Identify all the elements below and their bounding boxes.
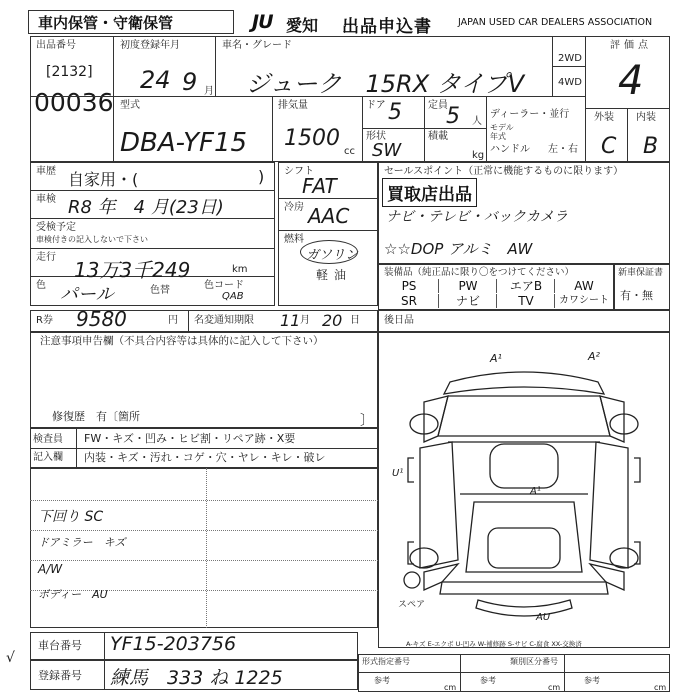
lot-label: 出品番号	[36, 40, 76, 51]
sales-point-line2: ☆☆DOP アルミ AW	[384, 240, 533, 258]
ref-label-2: 参考	[480, 676, 496, 685]
equipment-item: TV	[496, 294, 555, 308]
shaken-value: R8 年 4 月(23日)	[68, 197, 224, 218]
reg-year: 24	[140, 66, 171, 94]
doors-label: ドア	[366, 100, 386, 111]
ref-label-1: 参考	[374, 676, 390, 685]
spare-label: スペア	[398, 600, 426, 610]
auction-sheet: 車内保管・守衛保管 JU 愛知 出品申込書 JAPAN USED CAR DEALERS ASSOCIATION 出品番号 [2132] 00036 初度登録年月 24 9 月 車名・グレード ジューク 15RX タイプV 2WD 4WD 評価点 4 外装 内装 C B 型式 DBA-YF15 排気量 1500 cc ドア 5 定員 5 人 形状 SW 積載 kg ディーラー・並行 モデル 年式 ハンドル 左・右 車歴 自家用・( ) 車検 R8 年 4 月(23日) 受検予定 車検付きの記入しないで下さい 走行 13万3千249 km 色 パール 色替 色コード QAB シフト FAT 冷房 AAC 燃料 ガソリン 軽油 セールスポイント（正常に機能するものに限ります） 買取店出品 ナビ・テレビ・バックカメラ ☆☆DOP アルミ AW 装備品（純正品に限り〇をつけてください） PS PW エアB AW SR ナビ TV カワシート 新車保証書 有・無 R券 9580 円 名変通知期限 11 月 20 日 後日品 注意事項申告欄（不具合内容等は具体的に記入して下さい） 修復歴 有〔箇所 〕 検査員 記入欄 FW・キズ・凹み・ヒビ割・リペア跡・X要 内装・キズ・汚れ・コゲ・穴・ヤレ・キレ・破レ 下回り SC ドアミラー キズ A/W ボディー AU A¹ A² U¹ A¹ AU スペア A-キズ E-エクボ U-凹み W-補修跡 S-サビ C-腐食 XX-交換済 車台番号 YF15-203756 登録番号 練馬 333 ね 1225 √ 形式指定番号 類別区分番号 参考 参考 参考 cm cm cm	[0, 0, 700, 700]
inspection-row2: 内装・キズ・汚れ・コゲ・穴・ヤレ・キレ・破レ	[84, 451, 326, 464]
equipment-item: エアB	[496, 279, 555, 293]
fuel-label: 燃料	[284, 234, 304, 245]
reg-month: 9	[182, 68, 198, 96]
mileage-value: 13万3千249	[74, 258, 191, 282]
displacement-value: 1500	[284, 126, 340, 151]
diagram-mark-au: AU	[536, 612, 551, 623]
shift-value: FAT	[302, 174, 337, 198]
drive-2wd: 2WD	[558, 53, 582, 64]
sales-point-line1: ナビ・テレビ・バックカメラ	[386, 209, 568, 225]
diagram-mark-a1: A¹	[490, 352, 502, 365]
receipt-label: 受検予定	[36, 222, 76, 233]
equipment-grid	[380, 279, 612, 309]
inspection-row1: FW・キズ・凹み・ヒビ割・リペア跡・X要	[84, 432, 296, 445]
diagram-mark-a2: A²	[588, 350, 600, 363]
chassis-value: YF15-203756	[110, 633, 237, 655]
score-value: 4	[618, 58, 644, 104]
form-title: 出品申込書	[342, 17, 432, 37]
model-label: 型式	[120, 100, 140, 111]
color-label: 色	[36, 280, 46, 291]
fuel-value: ガソリン	[306, 248, 359, 263]
equipment-item: ナビ	[438, 294, 497, 308]
history-label: 車歴	[36, 166, 56, 177]
handle-label: ハンドル	[490, 144, 530, 155]
entry-label: 記入欄	[33, 452, 63, 463]
displacement-label: 排気量	[278, 100, 308, 111]
notes-label: 注意事項申告欄（不具合内容等は具体的に記入して下さい）	[40, 335, 324, 347]
buyer-stamp: 買取店出品	[382, 178, 477, 207]
warranty-label: 新車保証書	[618, 268, 664, 278]
lot-number: 00036	[34, 88, 114, 117]
diagram-mark-u1: U¹	[392, 468, 404, 479]
ju-logo: JU	[252, 11, 273, 33]
warranty-options: 有・無	[620, 289, 653, 302]
model-code: DBA-YF15	[120, 128, 248, 158]
damage-legend: A-キズ E-エクボ U-凹み W-補修跡 S-サビ C-腐食 XX-交換済	[406, 640, 582, 648]
chassis-label: 車台番号	[38, 639, 82, 652]
equipment-item: カワシート	[554, 294, 613, 308]
capacity-label: 定員	[428, 100, 448, 111]
note-line3: A/W	[38, 562, 63, 576]
equipment-item: PS	[401, 279, 417, 293]
car-grade-label: 車名・グレード	[222, 40, 292, 51]
equipment-item: AW	[554, 279, 613, 293]
kg-unit: kg	[472, 150, 485, 161]
model-year-label: モデル	[490, 123, 514, 132]
car-name-grade: ジューク 15RX タイプV	[246, 70, 525, 98]
after-fill-block	[378, 310, 670, 332]
shape-value: SW	[372, 140, 402, 161]
receipt-note: 車検付きの記入しないで下さい	[36, 235, 148, 244]
equipment-item: SR	[401, 294, 417, 308]
diagram-mark-a1b: A¹	[530, 486, 541, 497]
ac-value: AAC	[308, 204, 350, 228]
interior-grade: B	[643, 134, 659, 159]
handle-lr: 左・右	[548, 144, 578, 155]
association-name: JAPAN USED CAR DEALERS ASSOCIATION	[458, 17, 653, 28]
dealer-label: ディーラー・並行	[490, 109, 570, 120]
rken-value: 9580	[76, 307, 127, 331]
cooling-label: 冷房	[284, 202, 304, 213]
capacity-value: 5	[446, 104, 460, 129]
name-change-day-unit: 日	[350, 315, 360, 326]
sales-point-label: セールスポイント（正常に機能するものに限ります）	[384, 166, 624, 177]
shaken-label: 車検	[36, 194, 56, 205]
color-code-label: 色コード	[204, 280, 244, 291]
spec-cert-label: 形式指定番号	[362, 657, 410, 666]
note-line2: ドアミラー キズ	[38, 536, 126, 549]
inspector-label: 検査員	[33, 434, 63, 445]
exterior-label: 外装	[594, 112, 614, 123]
cm-unit-3: cm	[654, 683, 667, 692]
person-unit: 人	[472, 116, 482, 127]
load-label: 積載	[428, 131, 448, 142]
note-line1: 下回り SC	[38, 509, 104, 525]
org-name: 愛知	[286, 16, 319, 35]
equipment-item: PW	[438, 279, 497, 293]
reg-value: 練馬 333 ね 1225	[110, 667, 283, 689]
cc-unit: cc	[344, 146, 355, 157]
regno-label: 登録番号	[38, 669, 82, 682]
doors-value: 5	[388, 100, 402, 125]
color-code-value: QAB	[222, 291, 244, 302]
rken-label: R券	[36, 315, 53, 326]
name-change-day: 20	[322, 311, 343, 330]
km-unit: km	[232, 264, 248, 275]
cm-unit-1: cm	[444, 683, 457, 692]
drive-4wd: 4WD	[558, 77, 582, 88]
yen-unit: 円	[168, 315, 178, 326]
history-close: )	[258, 167, 265, 186]
year-suffix-label: 年式	[490, 132, 506, 141]
note-line4: ボディー AU	[38, 588, 108, 601]
history-value: 自家用・(	[68, 170, 139, 189]
mileage-label: 走行	[36, 252, 56, 263]
diesel-label: 軽油	[316, 268, 353, 282]
color-change-label: 色替	[150, 285, 170, 296]
name-change-month-unit: 月	[300, 315, 310, 326]
name-change-month: 11	[280, 311, 301, 330]
score-label: 評価点	[610, 40, 652, 51]
margin-check-mark: √	[6, 650, 15, 666]
month-suffix: 月	[204, 86, 214, 97]
shift-label: シフト	[284, 166, 314, 177]
storage-label: 車内保管・守衛保管	[38, 14, 174, 32]
color-value: パール	[60, 284, 114, 305]
lot-bracket: [2132]	[46, 64, 93, 80]
fuel-circle	[300, 240, 358, 264]
class-no-label: 類別区分番号	[510, 657, 558, 666]
equipment-label: 装備品（純正品に限り〇をつけてください）	[384, 267, 575, 278]
after-fill-label: 後日品	[384, 315, 414, 326]
name-change-label: 名変通知期限	[194, 315, 254, 326]
exterior-grade: C	[601, 134, 617, 159]
ref-label-3: 参考	[584, 676, 600, 685]
first-reg-label: 初度登録年月	[120, 40, 180, 51]
repair-label: 修復歴 有〔箇所	[52, 410, 140, 423]
shape-label: 形状	[366, 131, 386, 142]
cm-unit-2: cm	[548, 683, 561, 692]
interior-label: 内装	[636, 112, 656, 123]
